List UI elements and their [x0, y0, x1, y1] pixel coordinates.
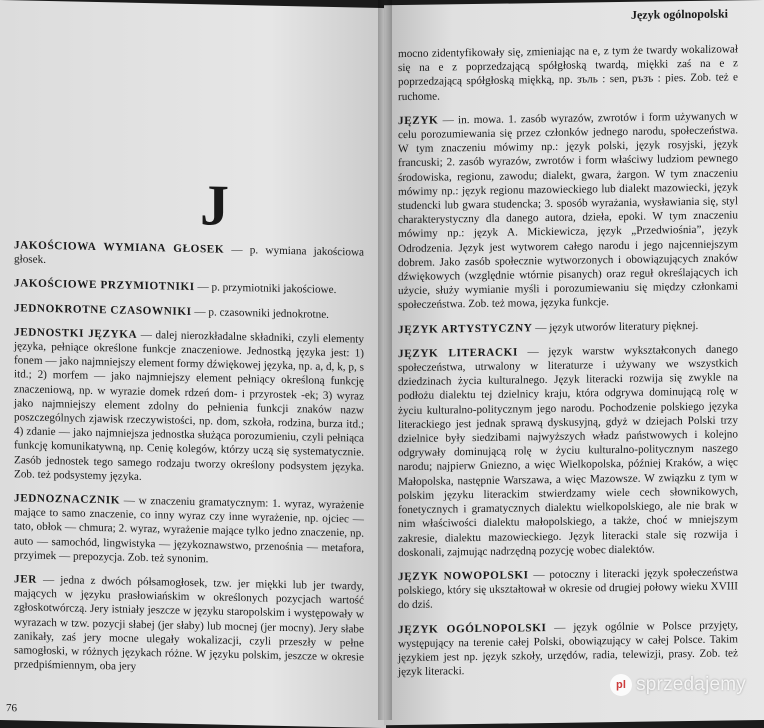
entry-headword: JEDNOZNACZNIK — [14, 492, 121, 507]
entry-headword: JĘZYK — [398, 114, 439, 127]
watermark-text: sprzedajemy — [636, 674, 746, 695]
entry-body: — dalej nierozkładalne składniki, czyli elementy języka, pełniące określone funkcje znaczeniowe. Jednostką języka jest: 1) fonem — jako najmniejszy element formy dźwiękowej języka, np. a, d, k, p, s itd.; 2) morfem — jako najmniejszy element pełniący określoną funkcję znaczeniową, np. w wyrazie domek rdzeń dom- i przyrostek -ek; 3) wyraz jako najmniejszy element zdolny do pełnienia funkcji znaków nazw poszczególnych zjawisk rzeczywistości, np. dom, szkoła, rodzina, burza itd.; 4) zdanie — jako najmniejsza jednostka służąca porozumieniu, czyli pełniąca funkcję komunikatywną, np. Cenię kolegów, którzy uczą się systematycznie. Zasób jednostek tego samego rodzaju tworzy określony podsystem języka. Zob. też podsystemy języka. — [14, 328, 365, 483]
book-spine-shadow — [378, 0, 392, 720]
entry-headword: JAKOŚCIOWA WYMIANA GŁOSEK — [14, 239, 225, 256]
dictionary-entry — [398, 342, 738, 560]
entry-headword: JĘZYK OGÓLNOPOLSKI — [398, 621, 547, 636]
dictionary-entry — [14, 491, 364, 569]
dictionary-entry — [398, 318, 738, 337]
entry-body: — p. wymiana jakościowa głosek. — [14, 243, 364, 267]
watermark-badge-icon: pl — [610, 674, 632, 696]
entry-body: — język utworów literatury pięknej. — [535, 319, 699, 334]
entry-headword: JEDNOKROTNE CZASOWNIKI — [14, 301, 192, 318]
page-number: 76 — [6, 702, 17, 715]
entry-body: — p. przymiotniki jakościowe. — [197, 281, 337, 297]
entry-body: — w znaczeniu gramatycznym: 1. wyraz, wyrażenie mające to samo znaczenie, co inny wyraz czy inne wyrażenie, np. ojciec — tato, obłok — chmura; 2. wyraz, wyrażenie mające tylko jedno znaczenie, np. auto — samochód, lingwistyka — językoznawstwo, przenośnia — metafora, przyimek — prepozycja. Zob. też synonim. — [14, 494, 364, 566]
dictionary-entry — [14, 238, 364, 274]
entry-body: — jedna z dwóch półsamogłosek, tzw. jer miękki lub jer twardy, mających w języku prasłowiańskim w określonych pozycjach wartość zgłoskotwórczą. Jery istniały jeszcze w języku staropolskim i występowały w wyrazach w tzw. pozycji słabej (jer słaby) lub mocnej (jer mocny). Jery słabe zanikały, zaś jery mocne ulegały wokalizacji, czyli przeszły w pełne samogłoski, w różnych językach różne. W języku polskim, jeszcze w okresie przedpiśmiennym, oba jery — [14, 573, 365, 674]
entry-headword: JAKOŚCIOWE PRZYMIOTNIKI — [14, 277, 195, 294]
dictionary-entry — [398, 109, 738, 313]
dictionary-entry — [398, 618, 738, 680]
entry-body: — in. mowa. 1. zasób wyrazów, zwrotów i form używanych w celu porozumiewania się przez członków jednego narodu, społeczeństwa. W tym znaczeniu mówimy np.: język polski, język rosyjski, język francuski; 2. zasób wyrazów, zwrotów i form właściwy ludziom pewnego środowiska, regionu, zawodu; dialekt, gwara, żargon. W tym znaczeniu mówimy np.: język regionu mazowieckiego lub dialekt mazowiecki, język studencki lub gwara studencka; 3. sposób wyrażania, wysławiania się, styl charakterystyczny dla danego autora, dzieła, epoki. W tym znaczeniu mówimy np.: język A. Mickiewicza, język „Przedwiośnia”, język Odrodzenia. Język jest wytworem całego narodu i jego najcenniejszym dobrem. Jako zasób społecznie wytworzonych i obowiązujących znaków dźwiękowych (względnie wtórnie pisanych) oraz reguł określających ich użycie, służy wymianie myśli i porozumiewaniu się między członkami społeczeństwa. Zob. też mowa, języka funkcje. — [398, 110, 738, 312]
watermark — [610, 674, 746, 696]
entry-headword: JĘZYK NOWOPOLSKI — [398, 569, 529, 584]
dictionary-entry — [14, 325, 364, 489]
left-column — [14, 238, 364, 689]
section-letter: J — [200, 172, 229, 238]
entry-headword: JĘZYK LITERACKI — [398, 346, 518, 360]
entry-headword: JER — [14, 573, 37, 586]
dictionary-entry — [14, 301, 364, 323]
entry-continuation: mocno zidentyfikowały się, zmieniając na e, z tym że twardy wokalizował się na e z poprzedzającą spółgłoską twardą, miękki zaś na e z poprzedzającą spółgłoską miękką, np. зъль : sen, ръзъ : pies. Zob. też e ruchome. — [398, 43, 738, 103]
dictionary-entry — [14, 572, 364, 679]
right-page — [384, 0, 764, 725]
dictionary-entry — [398, 565, 738, 612]
entry-body: — p. czasowniki jednokrotne. — [194, 305, 329, 321]
running-head: Język ogólnopolski — [630, 6, 728, 22]
entry-body: — język ogólnie w Polsce przyjęty, występujący na terenie całej Polski, obowiązujący w całej Polsce. Takim językiem jest np. język szkoły, urzędów, radia, telewizji, prasy. Zob. też język literacki. — [398, 618, 739, 679]
dictionary-entry — [14, 277, 364, 299]
entry-body: — potoczny i literacki język społeczeństwa polskiego, który się ukształtował w okresie od drugiej połowy wieku XVIII do dziś. — [398, 566, 738, 612]
right-column — [398, 42, 738, 689]
entry-body: — język warstw wykształconych danego społeczeństwa, utrwalony w literaturze i używany we wszystkich dziedzinach życia kulturalnego. Język literacki rozwija się zwykle na podłożu dialektu tej dzielnicy kraju, która odgrywa dominującą rolę w życiu kulturalno-politycznym jego narodu. Pochodzenie polskiego języka literackiego jest jednak sprawą dyskusyjną, gdyż w dziejach Polski trzy dzielnice były siedzibami najwyższych władz państwowych i kolejno odgrywały dominującą rolę w życiu kulturalno-politycznym naszego narodu; najpierw Gniezno, a więc Wielkopolska, później Kraków, a więc Małopolska, następnie Warszawa, a więc Mazowsze. W związku z tym w polskim języku literackim stwierdzamy wiele cech słownikowych, fonetycznych i gramatycznych dialektu wielkopolskiego, ale nie brak w nim właściwości dialektu małopolskiego, a także, choć w mniejszym zakresie, dialektu mazowieckiego. Język literacki stale się rozwija i doskonali, zajmując nadrzędną pozycję wobec dialektów. — [398, 343, 739, 559]
entry-headword: JEDNOSTKI JĘZYKA — [14, 326, 138, 341]
entry-headword: JĘZYK ARTYSTYCZNY — [398, 321, 533, 336]
